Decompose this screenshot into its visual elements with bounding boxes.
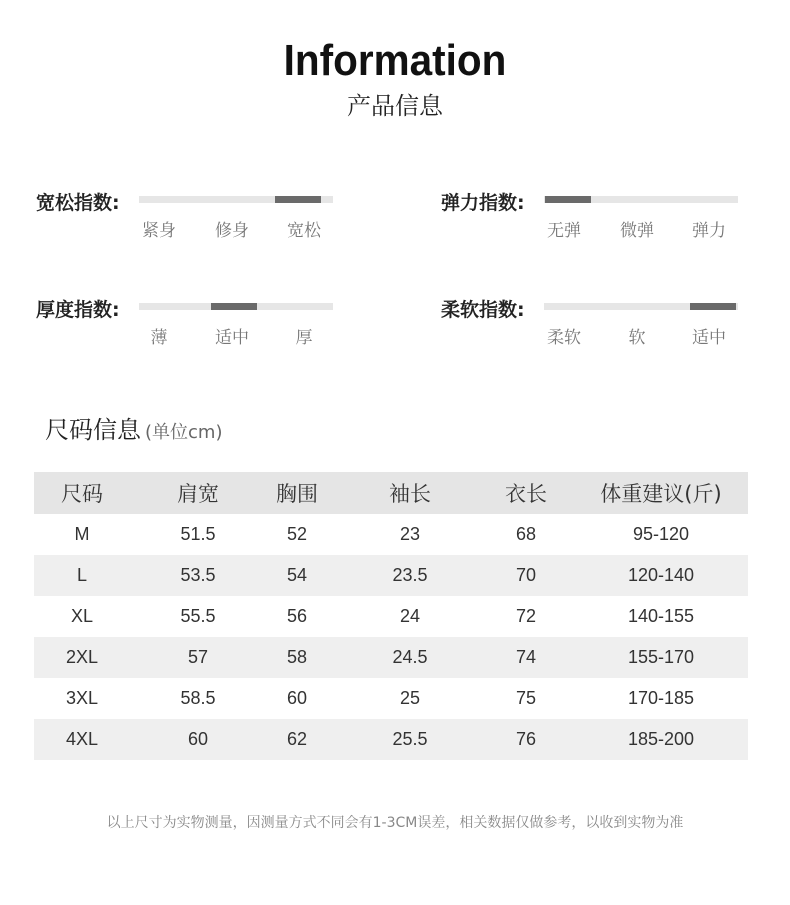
table-cell: 23 <box>399 524 421 544</box>
table-cell: 53.5 <box>180 565 216 585</box>
index-track <box>544 303 738 310</box>
index-fill <box>690 303 736 310</box>
table-cell: 140-155 <box>627 606 695 626</box>
index-label: 厚度指数: <box>36 299 120 321</box>
table-cell: 25.5 <box>392 729 428 749</box>
index-label: 柔软指数: <box>441 299 525 321</box>
index-option: 薄 <box>150 328 168 348</box>
table-cell: 54 <box>286 565 308 585</box>
table-header-row <box>34 472 748 514</box>
table-cell: 24.5 <box>392 647 428 667</box>
index-option: 无弹 <box>547 221 581 241</box>
table-cell: 60 <box>187 729 209 749</box>
index-track <box>139 196 333 203</box>
table-header-cell: 袖长 <box>389 482 431 506</box>
index-track <box>139 303 333 310</box>
index-option: 适中 <box>215 328 249 348</box>
table-row <box>34 514 748 555</box>
table-row <box>34 596 748 637</box>
table-row <box>34 719 748 760</box>
size-table <box>34 472 748 760</box>
table-cell: 2XL <box>65 647 99 667</box>
table-header-cell: 体重建议(斤) <box>600 482 722 506</box>
index-option: 适中 <box>692 328 726 348</box>
table-cell: M <box>74 524 90 544</box>
table-cell: 4XL <box>65 729 99 749</box>
index-elasticity <box>441 188 771 248</box>
table-cell: 58.5 <box>180 688 216 708</box>
index-looseness <box>36 188 366 248</box>
table-cell: L <box>76 565 87 585</box>
table-cell: 120-140 <box>627 565 695 585</box>
index-option: 微弹 <box>620 221 654 241</box>
table-cell: 56 <box>286 606 308 626</box>
index-track <box>544 196 738 203</box>
table-cell: 25 <box>399 688 421 708</box>
index-softness <box>441 295 771 355</box>
table-cell: 68 <box>515 524 537 544</box>
index-option: 修身 <box>215 221 249 241</box>
table-cell: 60 <box>286 688 308 708</box>
table-cell: 24 <box>399 606 421 626</box>
table-cell: 95-120 <box>632 524 690 544</box>
index-option: 弹力 <box>692 221 726 241</box>
table-cell: 57 <box>187 647 209 667</box>
table-cell: 74 <box>515 647 537 667</box>
size-title-text: 尺码信息 <box>45 416 141 444</box>
title-en: Information <box>283 36 507 85</box>
index-label: 宽松指数: <box>36 192 120 214</box>
table-row <box>34 678 748 719</box>
index-label: 弹力指数: <box>441 192 525 214</box>
table-cell: 185-200 <box>627 729 695 749</box>
index-fill <box>275 196 321 203</box>
table-row <box>34 555 748 596</box>
index-fill <box>545 196 591 203</box>
size-unit: (单位cm) <box>145 422 223 443</box>
table-header-cell: 衣长 <box>505 482 547 506</box>
table-cell: 72 <box>515 606 537 626</box>
index-option: 宽松 <box>287 221 321 241</box>
table-cell: 52 <box>286 524 308 544</box>
table-cell: 170-185 <box>627 688 695 708</box>
index-option: 厚 <box>295 328 313 348</box>
index-option: 柔软 <box>547 328 581 348</box>
table-cell: 55.5 <box>180 606 216 626</box>
table-cell: 75 <box>515 688 537 708</box>
table-cell: XL <box>70 606 94 626</box>
index-thickness <box>36 295 366 355</box>
table-header-cell: 胸围 <box>276 482 318 506</box>
footnote: 以上尺寸为实物测量，因测量方式不同会有1-3CM误差，相关数据仅做参考，以收到实物为准 <box>106 815 684 831</box>
table-header-cell: 尺码 <box>61 482 103 506</box>
table-cell: 76 <box>515 729 537 749</box>
title-cn: 产品信息 <box>347 92 443 120</box>
table-cell: 62 <box>286 729 308 749</box>
size-section-title <box>45 410 222 445</box>
table-cell: 58 <box>286 647 308 667</box>
index-option: 紧身 <box>142 221 176 241</box>
table-cell: 3XL <box>65 688 99 708</box>
table-cell: 155-170 <box>627 647 695 667</box>
table-cell: 51.5 <box>180 524 216 544</box>
table-cell: 70 <box>515 565 537 585</box>
index-fill <box>211 303 257 310</box>
table-cell: 23.5 <box>392 565 428 585</box>
table-row <box>34 637 748 678</box>
index-option: 软 <box>628 328 646 348</box>
table-header-cell: 肩宽 <box>177 482 219 506</box>
